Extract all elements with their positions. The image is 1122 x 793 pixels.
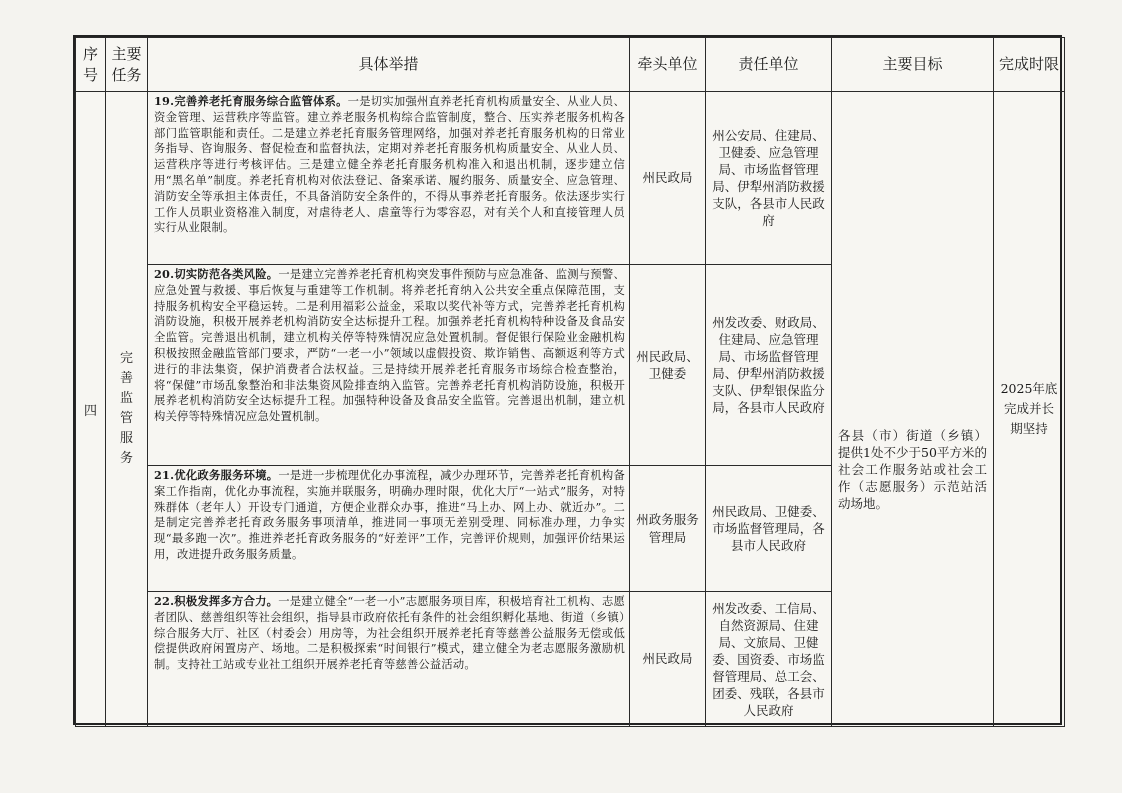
responsible-units: 州发改委、财政局、住建局、应急管理局、市场监督管理局、伊犁州消防救援支队、伊犁银保监分局，各县市人民政府 xyxy=(706,265,832,466)
measure-title: 21.优化政务服务环境。 xyxy=(154,468,279,482)
section-task: 完善监管服务 xyxy=(119,351,133,466)
main-goal: 各县（市）街道（乡镇）提供1处不少于50平方米的社会工作服务站或社会工作（志愿服务）示范站活动场地。 xyxy=(832,92,994,727)
lead-unit: 州民政局 xyxy=(630,592,706,727)
measure-body: 一是建立完善养老托育机构突发事件预防与应急准备、监测与预警、应急处置与救援、事后恢复与重建等工作机制。将养老托育纳入公共安全重点保障范围，支持服务机构安全平稳运转。二是利用福彩公益金，采取以奖代补等方式，完善养老托育机构消防设施，积极开展养老机构消防安全达标提升工程。加强养老托育机构特种设备及食品安全监管。完善退出机制，建立机构关停等特殊情况应急处置机制。督促银行保险业金融机构积极按照金融监管部门要求，严防“一老一小”领域以虚假投资、欺诈销售、高额返利等方式进行的非法集资，保护消费者合法权益。三是持续开展养老托育服务市场综合检查整治，将“保健”市场乱象整治和非法集资风险排查纳入监管。完善养老托育机构消防设施，积极开展养老机构消防安全达标提升工程。加强特种设备及食品安全监管。完善退出机制，建立机构关停等特殊情况应急处置机制。 xyxy=(154,268,625,424)
header-row xyxy=(76,38,1065,92)
responsible-units: 州发改委、工信局、自然资源局、住建局、文旅局、卫健委、国资委、市场监督管理局、总工会、团委、残联，各县市人民政府 xyxy=(706,592,832,727)
header-goal: 主要目标 xyxy=(832,38,994,92)
lead-unit: 州政务服务管理局 xyxy=(630,466,706,592)
section-task-cell xyxy=(106,92,148,727)
table-row xyxy=(76,92,1065,265)
measure-cell xyxy=(148,592,630,727)
header-seq: 序号 xyxy=(76,38,106,92)
measure-title: 19.完善养老托育服务综合监管体系。 xyxy=(154,94,348,108)
lead-unit: 州民政局、卫健委 xyxy=(630,265,706,466)
deadline: 2025年底完成并长期坚持 xyxy=(994,92,1065,727)
lead-unit: 州民政局 xyxy=(630,92,706,265)
measure-title: 22.积极发挥多方合力。 xyxy=(154,594,279,608)
measure-body: 一是建立健全“一老一小”志愿服务项目库，积极培育社工机构、志愿者团队、慈善组织等社会组织，指导县市政府依托有条件的社会组织孵化基地、街道（乡镇）综合服务大厅、社区（村委会）用房等，为社会组织开展养老托育等慈善公益服务无偿或低偿提供政府闲置房产、场地。二是积极探索“时间银行”模式，建立健全为老志愿服务激励机制。支持社工站或专业社工组织开展养老托育等慈善公益活动。 xyxy=(154,595,625,672)
policy-table-page xyxy=(73,35,1062,725)
measure-title: 20.切实防范各类风险。 xyxy=(154,267,279,281)
measure-body: 一是进一步梳理优化办事流程，减少办理环节，完善养老托育机构备案工作指南，优化办事流程，实施并联服务，明确办理时限，优化大厅“一站式”服务，对特殊群体（老年人）开设专门通道，方便企业群众办事，推进“马上办、网上办、就近办”。二是制定完善养老托育政务服务事项清单，推进同一事项无差别受理、同标准办理，力争实现“最多跑一次”。推进养老托育政务服务的“好差评”工作，完善评价规则，加强评价结果运用，改进提升政务服务质量。 xyxy=(154,469,625,561)
header-measures: 具体举措 xyxy=(148,38,630,92)
responsible-units: 州公安局、住建局、卫健委、应急管理局、市场监督管理局、伊犁州消防救援支队，各县市人民政府 xyxy=(706,92,832,265)
header-task: 主要任务 xyxy=(106,38,148,92)
measure-cell xyxy=(148,92,630,265)
measure-body: 一是切实加强州直养老托育机构质量安全、从业人员、资金管理、运营秩序等监管。建立养老服务机构综合监管制度，整合、压实养老服务机构各部门监管职能和责任。二是建立养老托育服务管理网络，加强对养老托育服务机构的日常业务指导、咨询服务、督促检查和监督执法，定期对养老托育服务机构质量安全、从业人员、运营秩序等进行考核评估。三是建立健全养老托育服务机构准入和退出机制，逐步建立信用“黑名单”制度。养老托育机构对依法登记、备案承诺、履约服务、质量安全、应急管理、消防安全等承担主体责任，不具备消防安全条件的，不得从事养老托育服务。依法逐步实行工作人员职业资格准入制度，对虐待老人、虐童等行为零容忍，对有关个人和直接管理人员实行从业限制。 xyxy=(154,95,625,235)
measure-cell xyxy=(148,265,630,466)
header-lead: 牵头单位 xyxy=(630,38,706,92)
measures-table xyxy=(75,37,1065,727)
header-responsible: 责任单位 xyxy=(706,38,832,92)
measure-cell xyxy=(148,466,630,592)
header-deadline: 完成时限 xyxy=(994,38,1065,92)
section-number: 四 xyxy=(76,92,106,727)
responsible-units: 州民政局、卫健委、市场监督管理局，各县市人民政府 xyxy=(706,466,832,592)
